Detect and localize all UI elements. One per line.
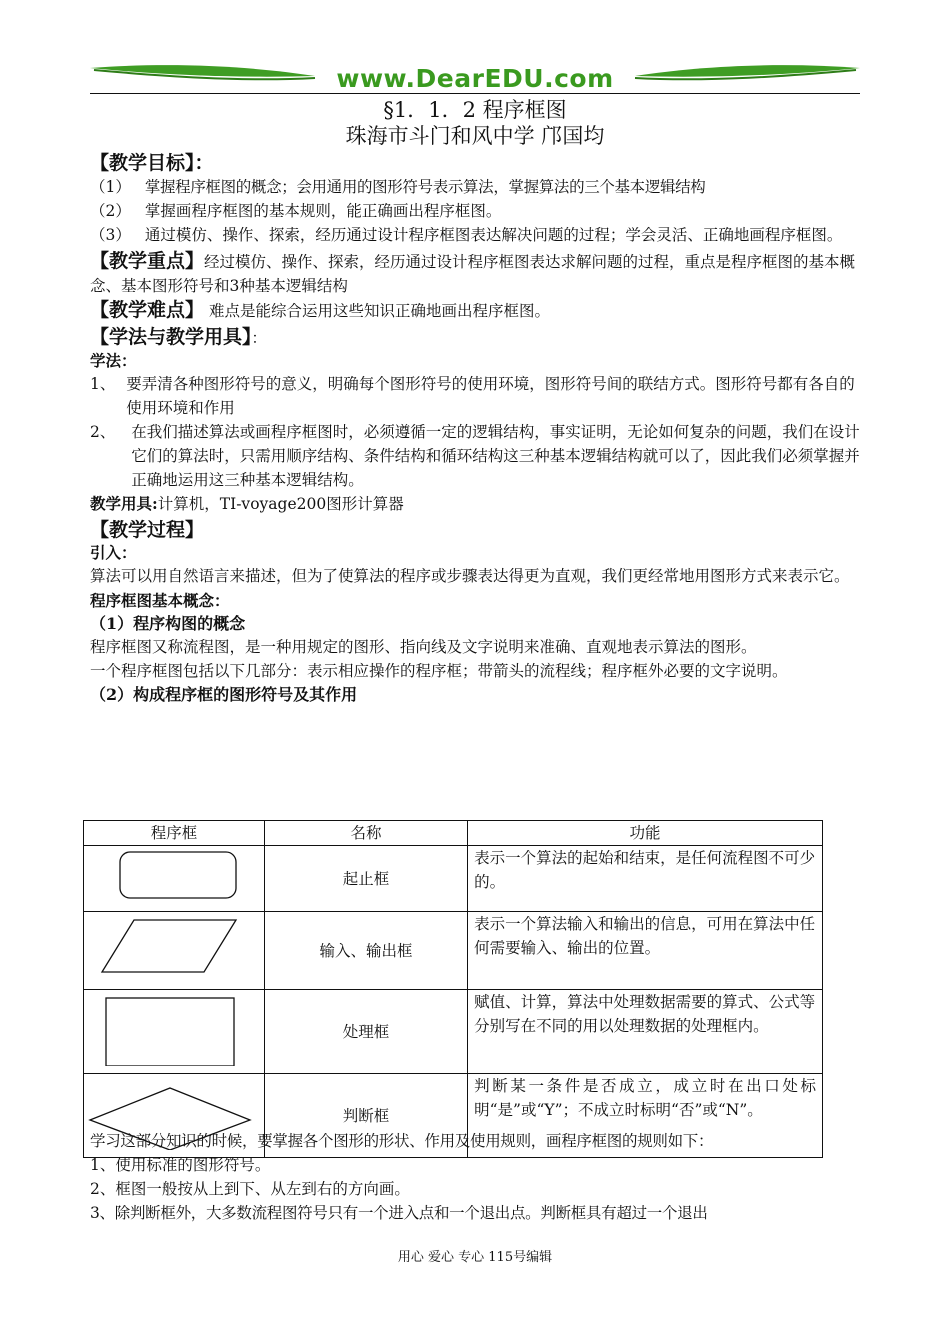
table-header-row — [84, 821, 823, 846]
subheading-concept: （1）程序构图的概念 — [90, 614, 246, 633]
symbol-description: 赋值、计算，算法中处理数据需要的算式、公式等分别写在不同的用以处理数据的处理框内。 — [468, 990, 823, 1074]
io-parallelogram-shape — [84, 912, 264, 982]
symbol-name: 判断框 — [265, 1074, 468, 1158]
concept-label: 程序框图基本概念： — [90, 592, 230, 610]
shape-cell — [84, 846, 265, 912]
shape-cell — [84, 990, 265, 1074]
site-logo: www.DearEDU.com — [336, 64, 614, 93]
shape-cell — [84, 912, 265, 990]
key-points-heading: 【教学重点】 — [90, 250, 205, 272]
rules-intro: 学习这部分知识的时候，要掌握各个图形的形状、作用及使用规则，画程序框图的规则如下： — [90, 1132, 714, 1150]
symbol-table — [83, 820, 823, 1158]
header-banner — [90, 62, 860, 96]
components-paragraph: 一个程序框图包括以下几部分：表示相应操作的程序框；带箭头的流程线；程序框外必要的文字说明。 — [90, 662, 788, 680]
subheading-symbols: （2）构成程序框的图形符号及其作用 — [90, 685, 358, 704]
page-title: §1．1．2 程序框图 — [383, 98, 567, 122]
objective-item: （2） 掌握画程序框图的基本规则，能正确画出程序框图。 — [90, 202, 502, 220]
rule-item: 1、使用标准的图形符号。 — [90, 1156, 271, 1174]
table-row — [84, 990, 823, 1074]
method-item: 1、 要弄清各种图形符号的意义，明确每个图形符号的使用环境，图形符号间的联结方式。图形符号都有各自的使用环境和作用 — [90, 375, 855, 417]
objective-item: （1） 掌握程序框图的概念；会用通用的图形符号表示算法，掌握算法的三个基本逻辑结构 — [90, 178, 706, 196]
method-item: 2、 在我们描述算法或画程序框图时，必须遵循一定的逻辑结构，事实证明，无论如何复杂的问题，我们在设计它们的算法时，只需用顺序结构、条件结构和循环结构这三种基本逻辑结构就可以了，因此我们必须掌握并正确地运用这三种基本逻辑结构。 — [90, 423, 860, 489]
objective-item: （3） 通过模仿、操作、探索，经历通过设计程序框图表达解决问题的过程；学会灵活、正确地画程序框图。 — [90, 226, 843, 244]
column-header: 功能 — [468, 821, 823, 846]
rule-item: 2、框图一般按从上到下、从左到右的方向画。 — [90, 1180, 410, 1198]
table-row — [84, 846, 823, 912]
process-heading: 【教学过程】 — [90, 519, 205, 541]
difficulties: 【教学难点】 难点是能综合运用这些知识正确地画出程序框图。 — [90, 299, 550, 321]
methods-heading: 【学法与教学用具】： — [90, 326, 267, 348]
study-label: 学法： — [90, 352, 137, 370]
page-footer: 用心 爱心 专心 115号编辑 — [397, 1250, 553, 1265]
rules-section — [90, 1129, 865, 1225]
main-content — [90, 97, 860, 706]
symbol-name: 处理框 — [265, 990, 468, 1074]
symbol-description: 表示一个算法输入和输出的信息，可用在算法中任何需要输入、输出的位置。 — [468, 912, 823, 990]
column-header: 程序框 — [84, 821, 265, 846]
rule-item: 3、除判断框外，大多数流程图符号只有一个进入点和一个退出点。判断框具有超过一个退出 — [90, 1204, 708, 1222]
terminal-rounded-rect-shape — [84, 846, 264, 904]
difficulties-heading: 【教学难点】 — [90, 299, 205, 321]
symbol-description: 判断某一条件是否成立，成立时在出口处标明“是”或“Y”；不成立时标明“否”或“N”。 — [468, 1074, 823, 1158]
process-rect-shape — [84, 990, 264, 1066]
header-rule — [90, 93, 860, 94]
symbol-description: 表示一个算法的起始和结束，是任何流程图不可少的。 — [468, 846, 823, 912]
table-row — [84, 912, 823, 990]
tools-line: 教学用具:计算机，TI-voyage200图形计算器 — [90, 494, 404, 513]
author-line: 珠海市斗门和风中学 邝国均 — [345, 124, 605, 148]
objectives-heading: 【教学目标】： — [90, 152, 214, 174]
intro-label: 引入： — [90, 544, 137, 562]
column-header: 名称 — [265, 821, 468, 846]
symbol-name: 输入、输出框 — [265, 912, 468, 990]
key-points: 【教学重点】经过模仿、操作、探索，经历通过设计程序框图表达求解问题的过程，重点是程序框图的基本概念、基本图形符号和3种基本逻辑结构 — [90, 250, 856, 295]
symbol-name: 起止框 — [265, 846, 468, 912]
intro-paragraph: 算法可以用自然语言来描述，但为了使算法的程序或步骤表达得更为直观，我们更经常地用图形方式来表示它。 — [90, 567, 850, 585]
concept-paragraph: 程序框图又称流程图，是一种用规定的图形、指向线及文字说明来准确、直观地表示算法的图形。 — [90, 638, 757, 656]
